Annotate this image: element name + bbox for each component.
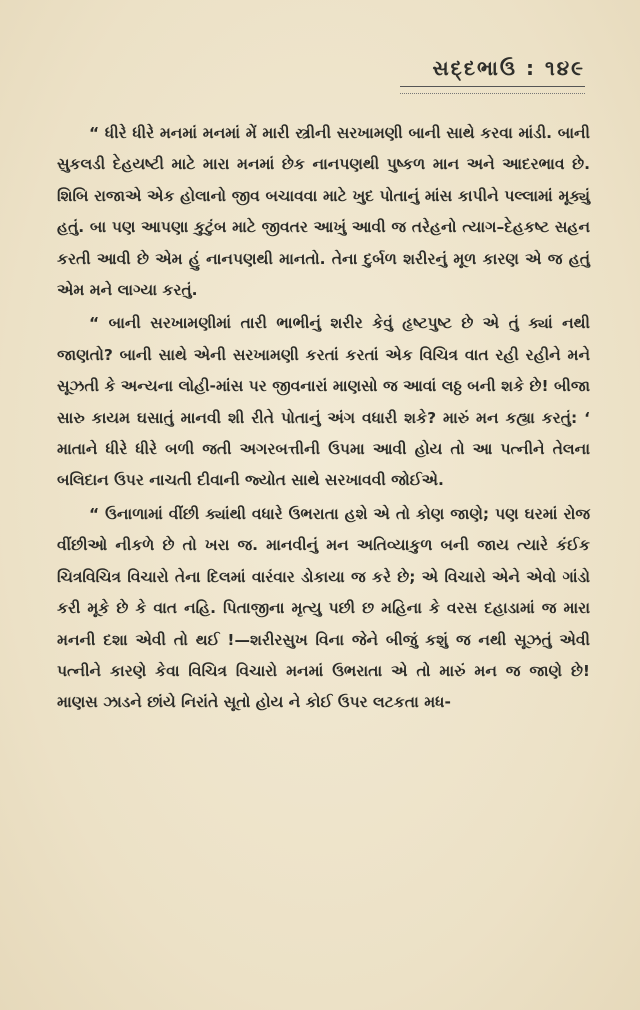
paragraph: “ બાની સરખામણીમાં તારી ભાભીનું શરીર કેવું હૃષ્ટપુષ્ટ છે એ તું ક્યાં નથી જાણતો? બાની સાથે એની સરખામણી કરતાં કરતાં એક વિચિત્ર વાત રહી રહીને મને સૂઝતી કે અન્યના લોહી-માંસ પર જીવનારાં માણસો જ આવાં લઠ્ઠ બની શકે છે! બીજા સારુ કાયમ ઘસાતું માનવી શી રીતે પોતાનું અંગ વધારી શકે? મારું મન કહ્યા કરતું: ‘ માતાને ધીરે ધીરે બળી જતી અગરબત્તીની ઉપમા આવી હોય તો આ પત્નીને તેલના બલિદાન ઉપર નાચતી દીવાની જ્યોત સાથે સરખાવવી જોઈએ. xyxy=(57,314,590,490)
body-text xyxy=(57,118,590,719)
paragraph: “ ઉનાળામાં વીંછી ક્યાંથી વધારે ઉભરાતા હશે એ તો કોણ જાણે; પણ ઘરમાં રોજ વીંછીઓ નીકળે છે તો ખરા જ. માનવીનું મન અતિવ્યાકુળ બની જાય ત્યારે કંઈક ચિત્રવિચિત્ર વિચારો તેના દિલમાં વારંવાર ડોકાયા જ કરે છે; એ વિચારો એને એવો ગાંડો કરી મૂકે છે કે વાત નહિ. પિતાજીના મૃત્યુ પછી છ મહિના કે વરસ દહાડામાં જ મારા મનની દશા એવી તો થઈ !—શરીરસુખ વિના જેને બીજું કશું જ નથી સૂઝતું એવી પત્નીને કારણે કેવા વિચિત્ર વિચારો મનમાં ઉભરાતા એ તો મારું મન જ જાણે છે! માણસ ઝાડને છાંયે નિરાંતે સૂતો હોય ને કોઈ ઉપર લટકતા મધ- xyxy=(57,504,590,712)
page-header xyxy=(400,56,585,94)
running-head: સદ્દભાઉ : ૧૪૯ xyxy=(432,56,585,80)
paragraph: “ ધીરે ધીરે મનમાં મનમાં મેં મારી સ્ત્રીની સરખામણી બાની સાથે કરવા માંડી. બાની સુકલડી દેહયષ્ટી માટે મારા મનમાં છેક નાનપણથી પુષ્કળ માન અને આદરભાવ છે. શિબિ રાજાએ એક હોલાનો જીવ બચાવવા માટે ખુદ પોતાનું માંસ કાપીને પલ્લામાં મૂક્યું હતું. બા પણ આપણા કુટુંબ માટે જીવતર આખું આવી જ તરેહનો ત્યાગ–દેહકષ્ટ સહન કરતી આવી છે એમ હું નાનપણથી માનતો. તેના દુર્બળ શરીરનું મૂળ કારણ એ જ હતું એમ મને લાગ્યા કરતું. xyxy=(57,124,590,300)
header-underline xyxy=(400,86,585,94)
